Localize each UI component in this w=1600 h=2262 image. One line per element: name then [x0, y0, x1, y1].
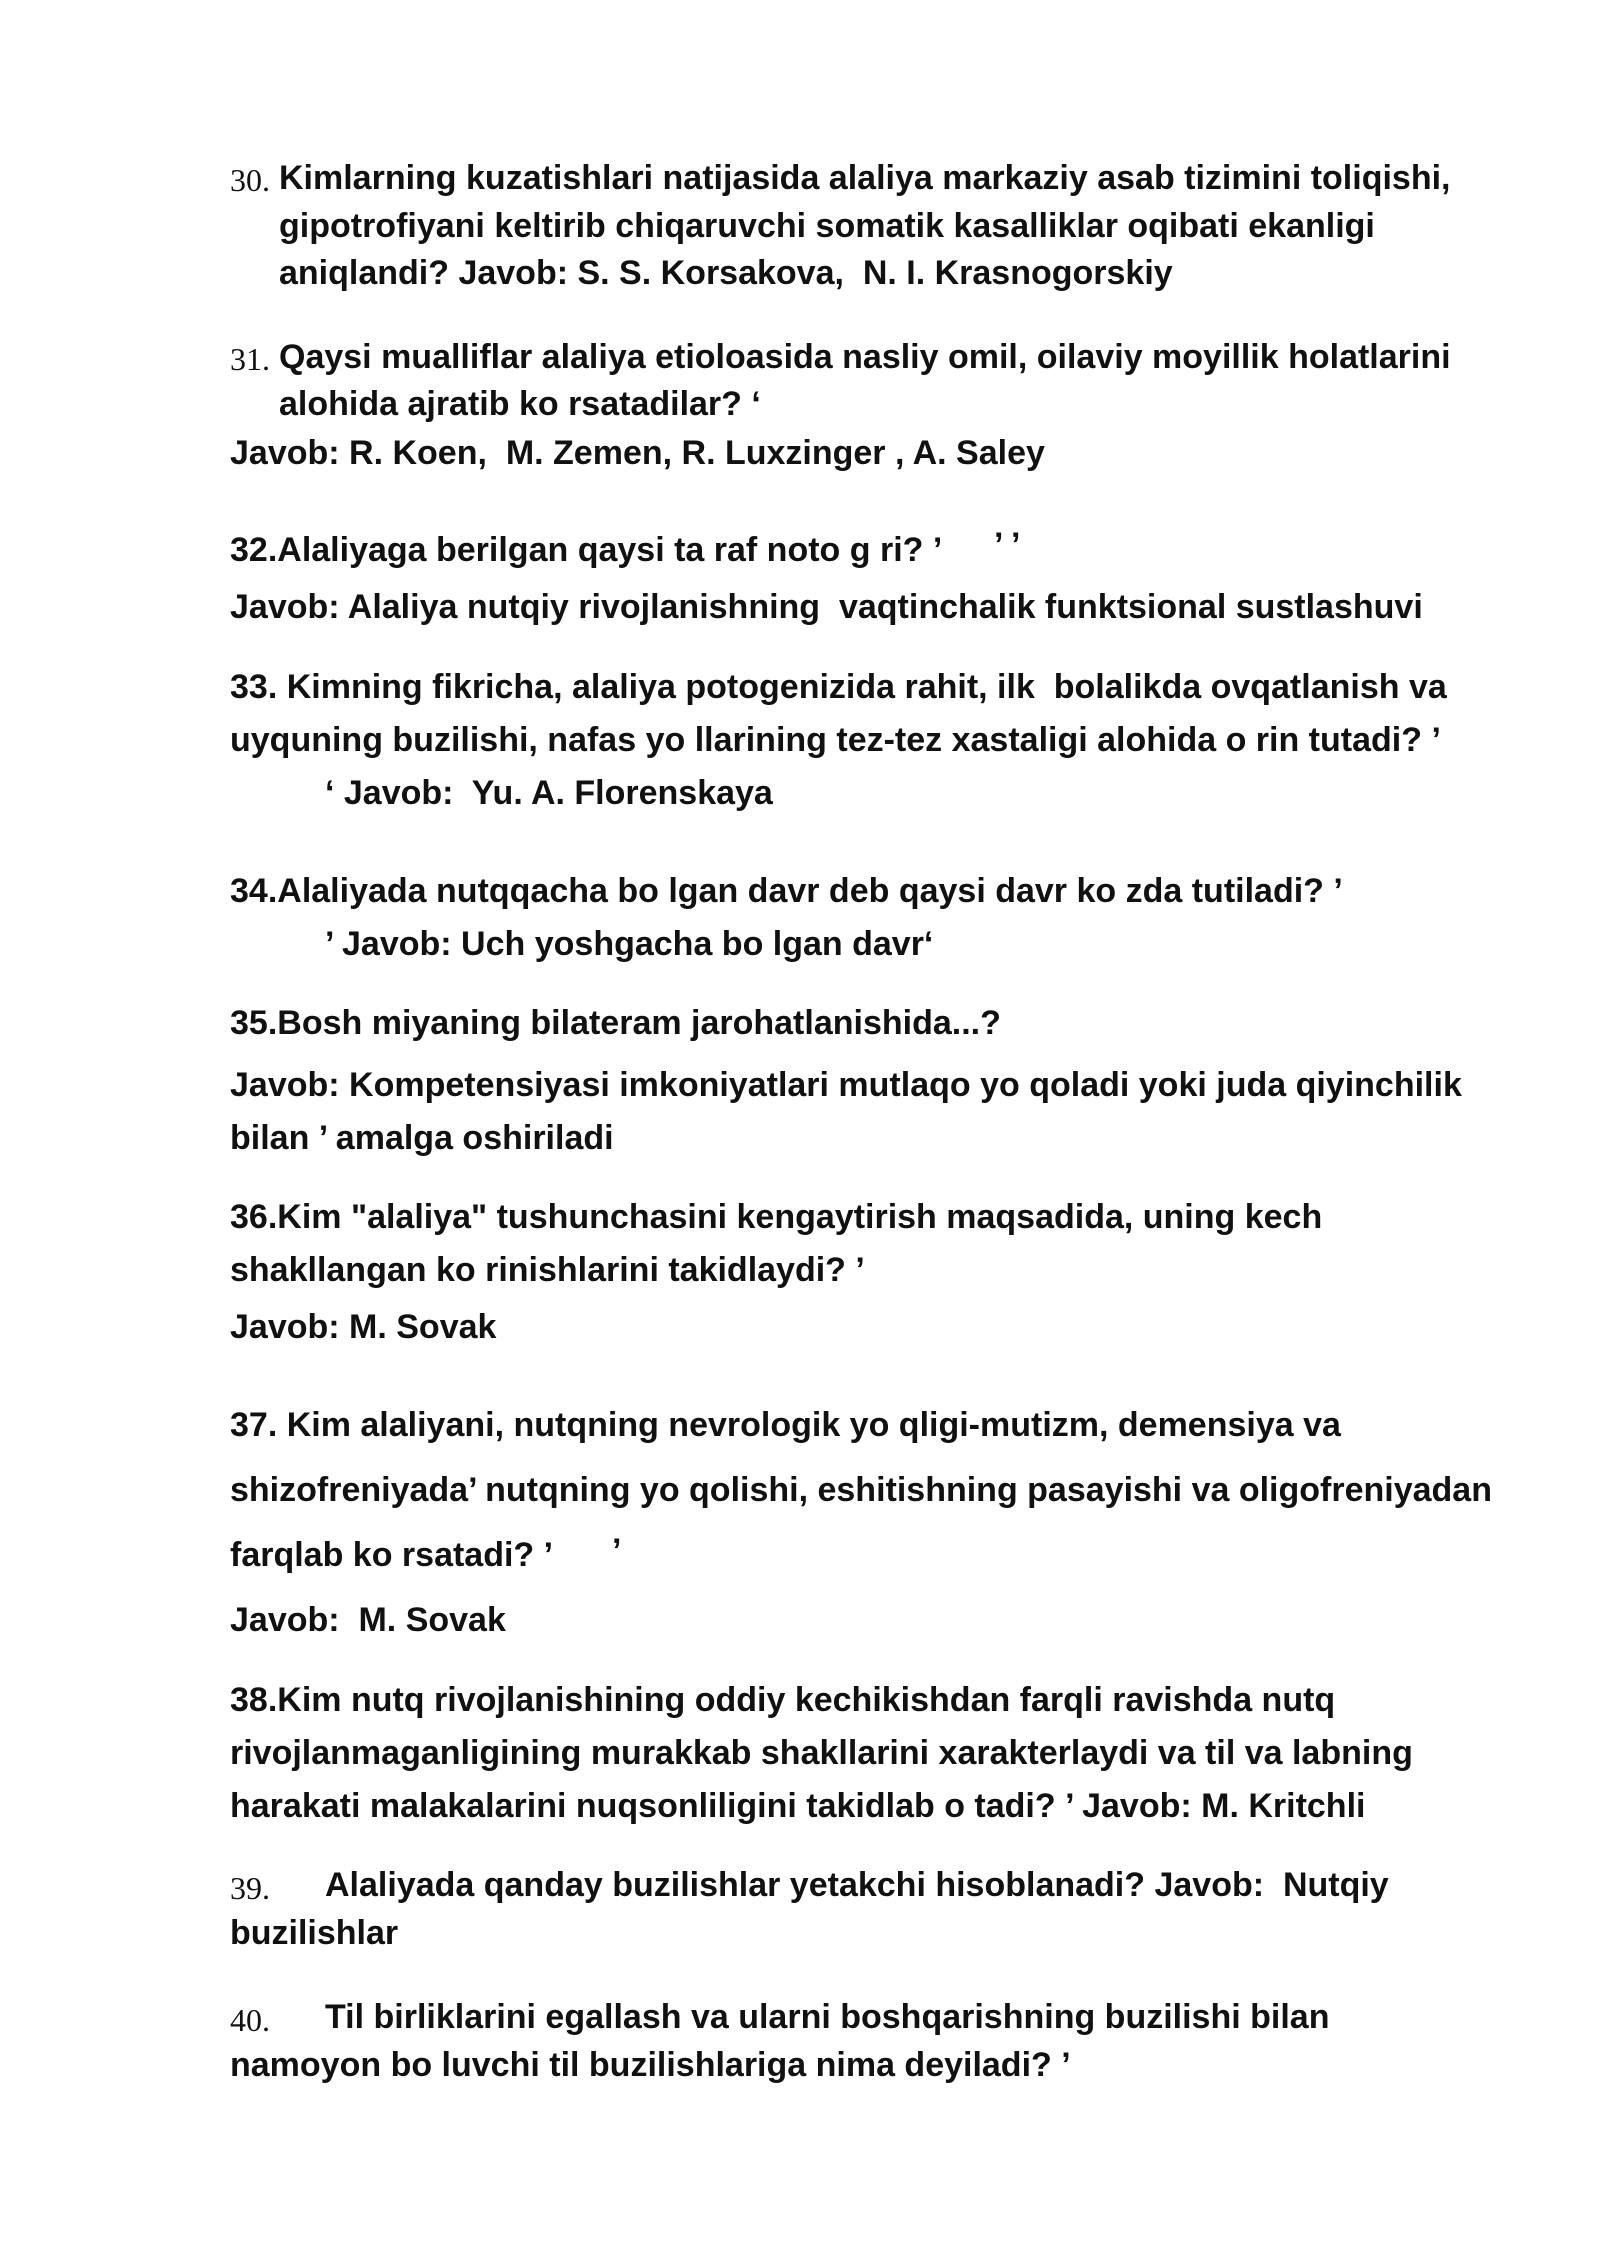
question-text: Kimlarning kuzatishlari natijasida alaliya markaziy asab tizimini toliqishi,: [279, 159, 1451, 197]
question-text: 36.Kim "alaliya" tushunchasini kengaytirish maqsadida, uning kech: [230, 1198, 1323, 1236]
question-text: uyquning buzilishi, nafas yo llarining tez-tez xastaligi alohida o rin tutadi? ’: [230, 721, 1441, 759]
question-answer: bilan ’ amalga oshiriladi: [230, 1119, 614, 1157]
question-number: 30.: [230, 162, 270, 198]
question-answer: aniqlandi? Javob: S. S. Korsakova, N. I. Krasnogorskiy: [279, 254, 1173, 292]
question-answer: Javob: Kompetensiyasi imkoniyatlari mutlaqo yo qoladi yoki juda qiyinchilik: [230, 1066, 1462, 1104]
question-text: 37. Kim alaliyani, nutqning nevrologik yo qligi-mutizm, demensiya va: [230, 1406, 1341, 1444]
question-text: shizofreniyada’ nutqning yo qolishi, eshitishning pasayishi va oligofreniyadan: [230, 1471, 1492, 1509]
question-answer: buzilishlar: [230, 1914, 399, 1952]
question-text: rivojlanmaganligining murakkab shakllarini xarakterlaydi va til va labning: [230, 1734, 1413, 1772]
question-text: 33. Kimning fikricha, alaliya potogenizida rahit, ilk bolalikda ovqatlanish va: [230, 668, 1447, 706]
question-text: harakati malakalarini nuqsonliligini takidlab o tadi? ’ Javob: M. Kritchli: [230, 1787, 1366, 1825]
question-answer: Javob: R. Koen, M. Zemen, R. Luxzinger , A. Saley: [230, 434, 1045, 472]
question-text: namoyon bo luvchi til buzilishlariga nima deyiladi? ’: [230, 2046, 1071, 2084]
question-number: 31.: [230, 341, 270, 377]
stray-marks: ’ ’: [994, 526, 1021, 564]
question-answer: ’ Javob: Uch yoshgacha bo lgan davr‘: [325, 925, 934, 963]
question-text: 32.Alaliyaga berilgan qaysi ta raf noto g ri? ’: [230, 531, 943, 569]
question-answer: Javob: M. Sovak: [230, 1601, 506, 1639]
question-text: 35.Bosh miyaning bilateram jarohatlanishida...?: [230, 1004, 1001, 1042]
question-text: gipotrofiyani keltirib chiqaruvchi somatik kasalliklar oqibati ekanligi: [279, 207, 1375, 245]
question-text: Alaliyada qanday buzilishlar yetakchi hisoblanadi? Javob: Nutqiy: [325, 1866, 1389, 1904]
question-answer: Javob: Alaliya nutqiy rivojlanishning vaqtinchalik funktsional sustlashuvi: [230, 588, 1423, 626]
question-number: 39.: [230, 1870, 270, 1906]
question-text: 34.Alaliyada nutqqacha bo lgan davr deb qaysi davr ko zda tutiladi? ’: [230, 872, 1343, 910]
question-text: Til birliklarini egallash va ularni boshqarishning buzilishi bilan: [325, 1998, 1330, 2036]
question-number: 40.: [230, 2002, 270, 2038]
question-text: shakllangan ko rinishlarini takidlaydi? ’: [230, 1251, 865, 1289]
question-text: 38.Kim nutq rivojlanishining oddiy kechikishdan farqli ravishda nutq: [230, 1681, 1336, 1719]
question-answer: Javob: M. Sovak: [230, 1308, 497, 1346]
stray-mark: ’: [612, 1532, 622, 1570]
question-text: alohida ajratib ko rsatadilar? ‘: [279, 385, 761, 423]
question-text: farqlab ko rsatadi? ’: [230, 1536, 554, 1574]
question-answer: ‘ Javob: Yu. A. Florenskaya: [325, 774, 773, 812]
question-text: Qaysi mualliflar alaliya etioloasida nasliy omil, oilaviy moyillik holatlarini: [279, 338, 1451, 376]
